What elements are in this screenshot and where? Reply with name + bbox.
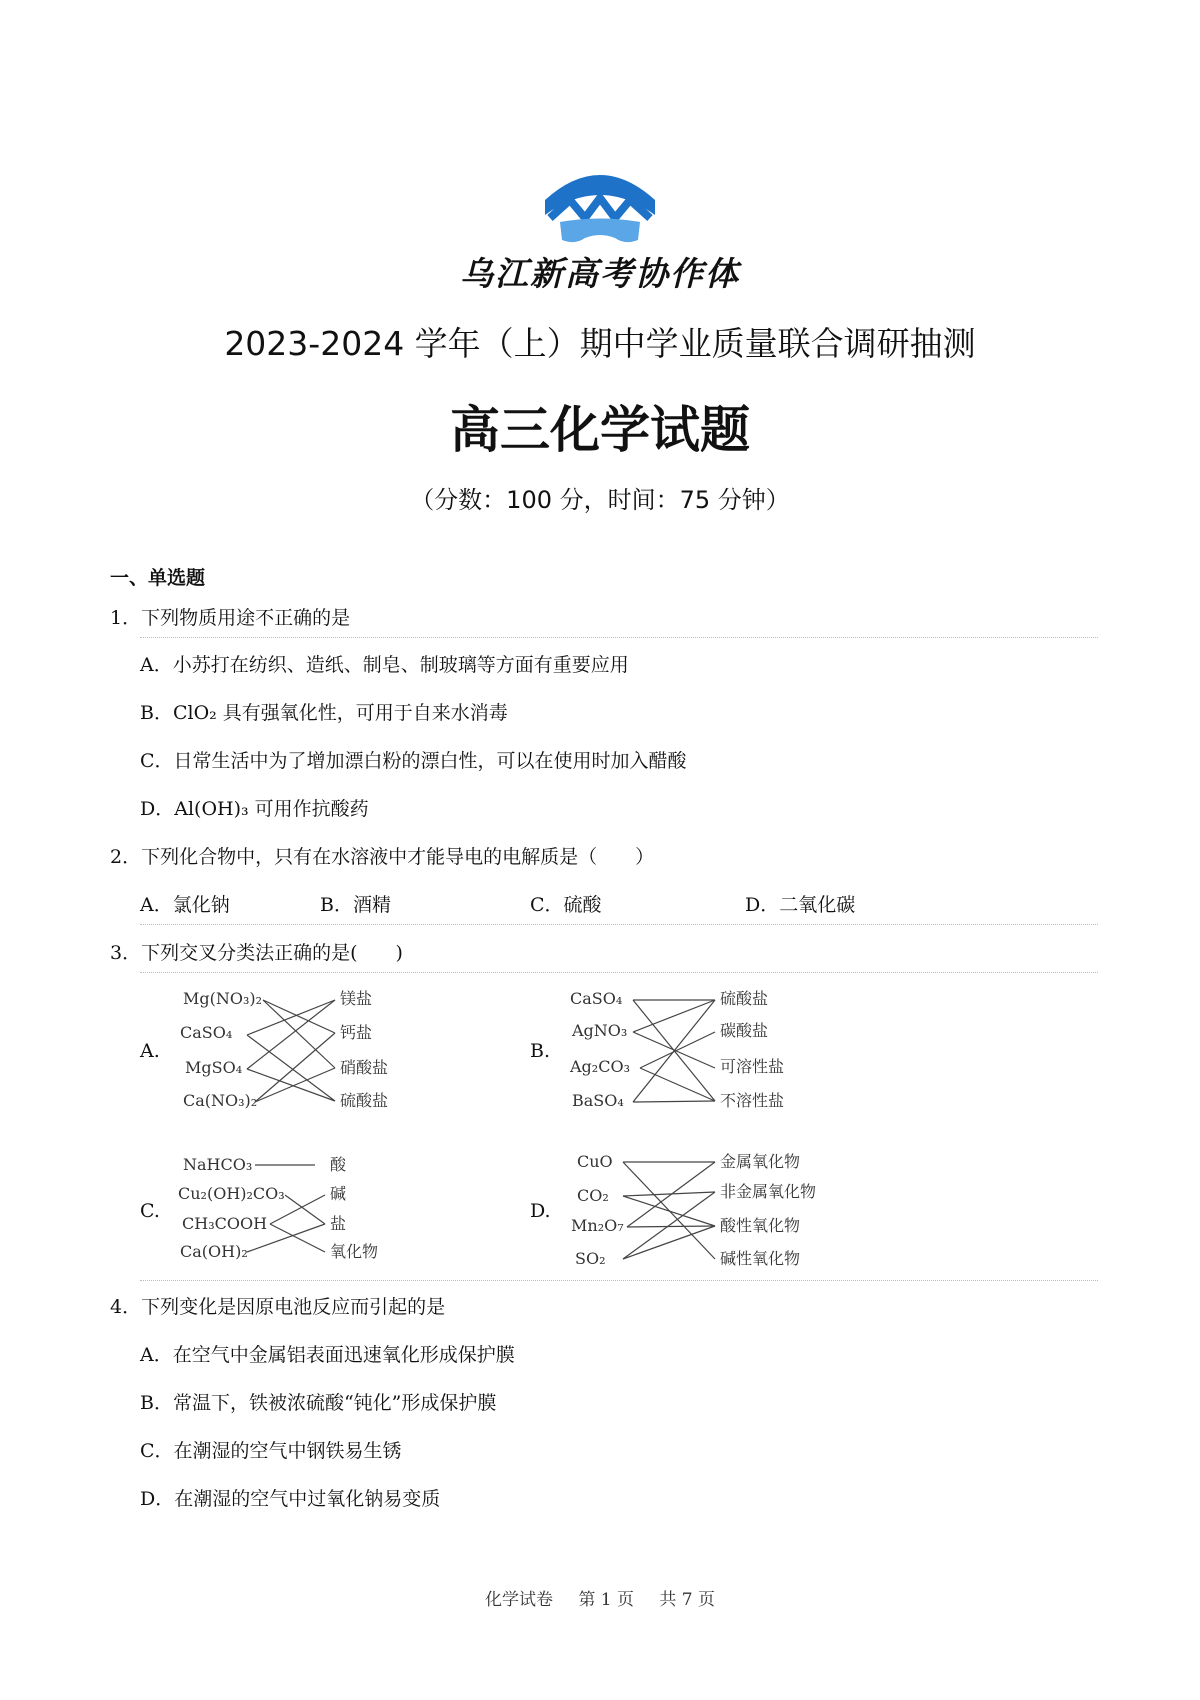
exam-subtitle: 2023-2024 学年（上）期中学业质量联合调研抽测 bbox=[224, 324, 976, 363]
score-info: （分数：100 分，时间：75 分钟） bbox=[410, 486, 790, 514]
section-heading: 一、单选题 bbox=[110, 567, 206, 589]
diagram-a-right-1: 镁盐 bbox=[340, 989, 373, 1008]
q4-option-b: B．常温下，铁被浓硫酸“钝化”形成保护膜 bbox=[140, 1392, 497, 1414]
question-2-stem: 2．下列化合物中，只有在水溶液中才能导电的电解质是（ ） bbox=[110, 846, 655, 868]
diagram-c-right-3: 盐 bbox=[330, 1214, 347, 1233]
q3-diagram-d-label: D. bbox=[530, 1200, 551, 1222]
q2-option-d: D．二氧化碳 bbox=[745, 894, 856, 916]
diagram-a-left-3: MgSO₄ bbox=[185, 1058, 243, 1077]
org-logo bbox=[540, 160, 660, 245]
q3-diagram-b bbox=[565, 980, 825, 1115]
diagram-c-right-1: 酸 bbox=[330, 1155, 347, 1174]
q3-diagram-b-label: B. bbox=[530, 1040, 551, 1062]
diagram-a-left-1: Mg(NO₃)₂ bbox=[183, 989, 263, 1008]
footer-total-pages: 共 7 页 bbox=[659, 1590, 716, 1610]
diagram-d-left-3: Mn₂O₇ bbox=[571, 1216, 624, 1235]
diagram-d-right-3: 酸性氧化物 bbox=[720, 1216, 801, 1235]
divider bbox=[140, 637, 1098, 638]
footer-page-number: 第 1 页 bbox=[578, 1590, 634, 1610]
diagram-c-left-4: Ca(OH)₂ bbox=[180, 1242, 248, 1261]
page-title: 高三化学试题 bbox=[450, 401, 750, 459]
diagram-d-right-1: 金属氧化物 bbox=[720, 1152, 801, 1171]
q1-option-b: B．ClO₂ 具有强氧化性，可用于自来水消毒 bbox=[140, 702, 508, 724]
diagram-d-left-1: CuO bbox=[577, 1152, 613, 1171]
question-1-stem: 1．下列物质用途不正确的是 bbox=[110, 607, 351, 629]
divider bbox=[140, 972, 1098, 973]
diagram-b-right-1: 硫酸盐 bbox=[720, 989, 769, 1008]
q3-diagram-c bbox=[175, 1150, 435, 1275]
diagram-d-right-2: 非金属氧化物 bbox=[720, 1182, 817, 1201]
diagram-d-right-4: 碱性氧化物 bbox=[720, 1249, 801, 1268]
diagram-d-left-4: SO₂ bbox=[575, 1249, 606, 1268]
q1-option-d: D．Al(OH)₃ 可用作抗酸药 bbox=[140, 798, 369, 820]
diagram-b-left-2: AgNO₃ bbox=[572, 1021, 628, 1040]
question-3-stem: 3．下列交叉分类法正确的是( ) bbox=[110, 942, 403, 964]
diagram-a-left-4: Ca(NO₃)₂ bbox=[183, 1091, 258, 1110]
diagram-b-left-1: CaSO₄ bbox=[570, 989, 623, 1008]
q4-option-d: D．在潮湿的空气中过氧化钠易变质 bbox=[140, 1488, 441, 1510]
diagram-c-left-2: Cu₂(OH)₂CO₃ bbox=[178, 1184, 285, 1203]
diagram-b-left-3: Ag₂CO₃ bbox=[570, 1057, 630, 1076]
q4-option-a: A．在空气中金属铝表面迅速氧化形成保护膜 bbox=[140, 1344, 515, 1366]
q2-option-b: B．酒精 bbox=[320, 894, 391, 916]
diagram-b-left-4: BaSO₄ bbox=[572, 1091, 624, 1110]
diagram-a-right-3: 硝酸盐 bbox=[340, 1058, 389, 1077]
q2-option-c: C．硫酸 bbox=[530, 894, 602, 916]
q3-diagram-c-label: C. bbox=[140, 1200, 160, 1222]
diagram-b-right-4: 不溶性盐 bbox=[720, 1091, 785, 1110]
org-name: 乌江新高考协作体 bbox=[460, 254, 740, 293]
diagram-c-left-3: CH₃COOH bbox=[182, 1214, 268, 1233]
q4-option-c: C．在潮湿的空气中钢铁易生锈 bbox=[140, 1440, 402, 1462]
q3-diagram-d bbox=[565, 1145, 865, 1275]
q1-option-c: C．日常生活中为了增加漂白粉的漂白性，可以在使用时加入醋酸 bbox=[140, 750, 687, 772]
divider bbox=[140, 1280, 1098, 1281]
q2-option-a: A．氯化钠 bbox=[140, 894, 230, 916]
divider bbox=[140, 924, 1098, 925]
q3-diagram-a-label: A. bbox=[140, 1040, 160, 1062]
q1-option-a: A．小苏打在纺织、造纸、制皂、制玻璃等方面有重要应用 bbox=[140, 654, 629, 676]
diagram-c-right-2: 碱 bbox=[330, 1184, 347, 1203]
page-footer bbox=[0, 1585, 1200, 1610]
q3-diagram-a bbox=[175, 980, 435, 1115]
diagram-d-left-2: CO₂ bbox=[577, 1186, 609, 1205]
diagram-b-right-3: 可溶性盐 bbox=[720, 1057, 785, 1076]
question-4-stem: 4．下列变化是因原电池反应而引起的是 bbox=[110, 1296, 446, 1318]
diagram-a-right-4: 硫酸盐 bbox=[340, 1091, 389, 1110]
diagram-a-right-2: 钙盐 bbox=[340, 1023, 373, 1042]
footer-subject: 化学试卷 bbox=[484, 1590, 553, 1610]
diagram-c-left-1: NaHCO₃ bbox=[183, 1155, 253, 1174]
diagram-b-right-2: 碳酸盐 bbox=[720, 1021, 769, 1040]
diagram-a-left-2: CaSO₄ bbox=[180, 1023, 233, 1042]
diagram-c-right-4: 氧化物 bbox=[330, 1242, 379, 1261]
